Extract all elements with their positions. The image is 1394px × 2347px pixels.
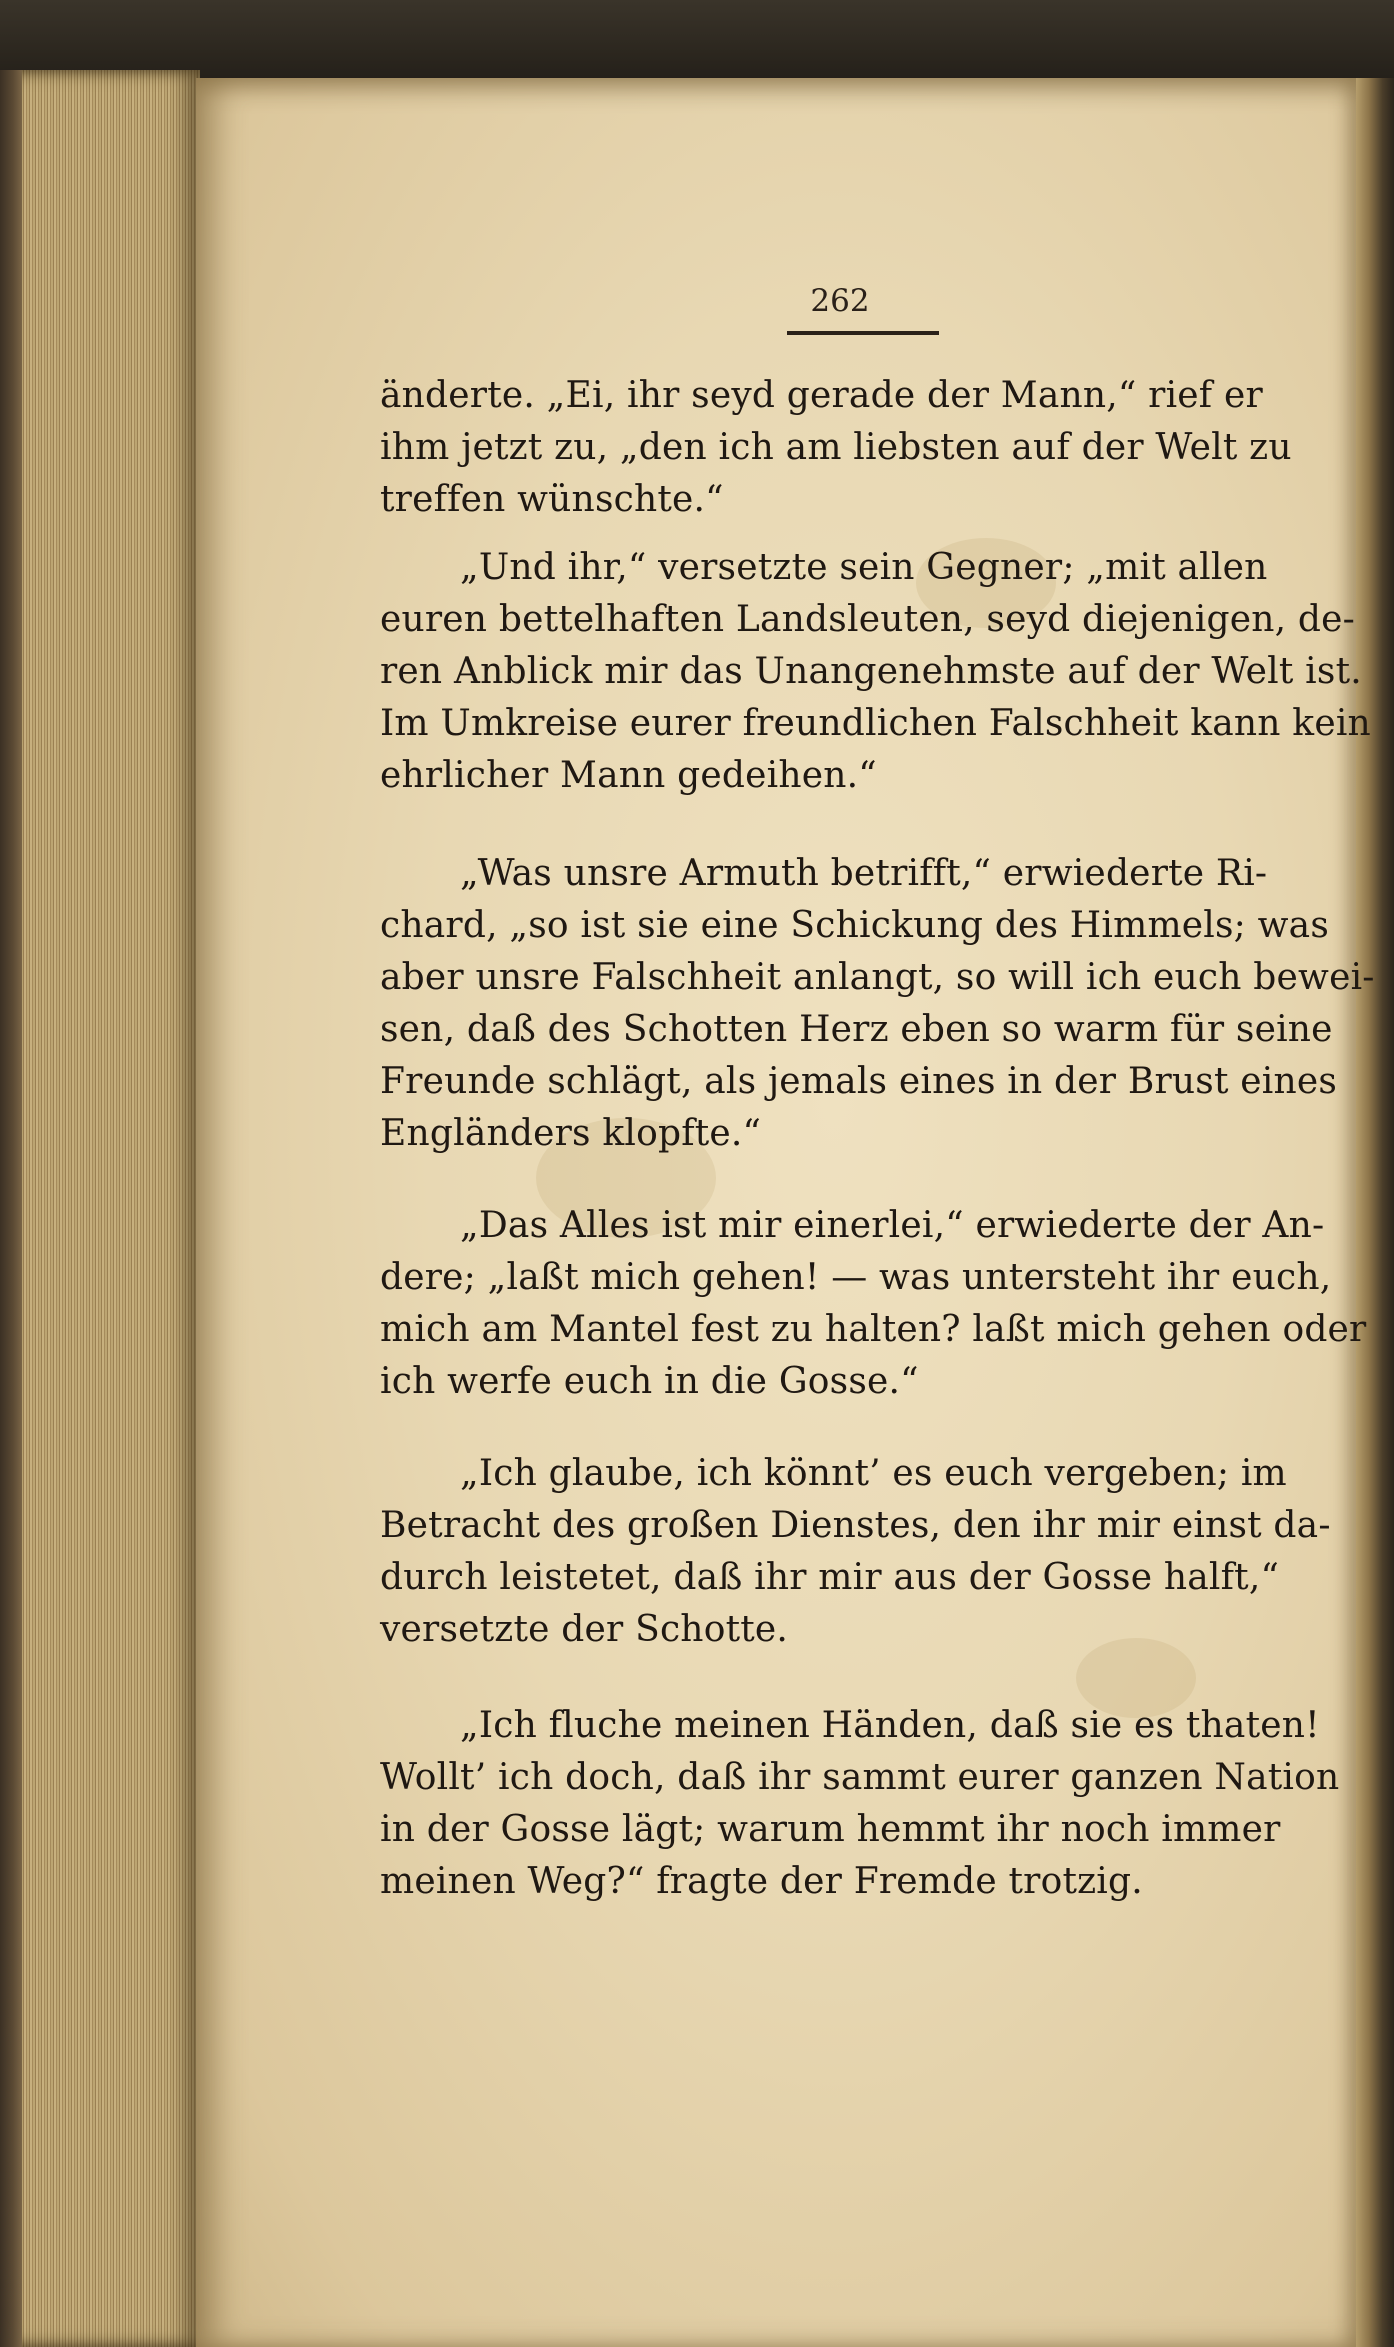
- text-line: ehrlicher Mann gedeihen.“: [380, 755, 877, 796]
- text-line: änderte. „Ei, ihr seyd gerade der Mann,“ rief er: [380, 375, 1263, 416]
- text-line: „Was unsre Armuth betrifft,“ erwiederte Ri-: [460, 853, 1268, 894]
- text-line: versetzte der Schotte.: [380, 1609, 789, 1650]
- page-number: 262: [810, 283, 870, 319]
- text-line: ihm jetzt zu, „den ich am liebsten auf der Welt zu: [380, 427, 1292, 468]
- text-line: meinen Weg?“ fragte der Fremde trotzig.: [380, 1861, 1143, 1902]
- text-line: ren Anblick mir das Unangenehmste auf der Welt ist.: [380, 651, 1362, 692]
- text-line: euren bettelhaften Landsleuten, seyd diejenigen, de-: [380, 599, 1355, 640]
- text-line: „Ich fluche meinen Händen, daß sie es thaten!: [460, 1705, 1320, 1746]
- text-line: Wollt’ ich doch, daß ihr sammt eurer ganzen Nation: [380, 1757, 1340, 1798]
- page-edges-left: [0, 70, 200, 2347]
- text-line: in der Gosse lägt; warum hemmt ihr noch immer: [380, 1809, 1281, 1850]
- text-line: Freunde schlägt, als jemals eines in der Brust eines: [380, 1061, 1338, 1102]
- book-cover-edge: [0, 70, 22, 2347]
- text-line: „Und ihr,“ versetzte sein Gegner; „mit allen: [460, 547, 1268, 588]
- text-line: treffen wünschte.“: [380, 479, 724, 520]
- text-line: „Ich glaube, ich könnt’ es euch vergeben; im: [460, 1453, 1287, 1494]
- text-line: Engländers klopfte.“: [380, 1113, 762, 1154]
- text-line: ich werfe euch in die Gosse.“: [380, 1361, 919, 1402]
- book-top-shadow: [0, 0, 1394, 80]
- text-line: „Das Alles ist mir einerlei,“ erwiederte der An-: [460, 1205, 1325, 1246]
- text-line: Im Umkreise eurer freundlichen Falschheit kann kein: [380, 703, 1371, 744]
- text-line: Betracht des großen Dienstes, den ihr mir einst da-: [380, 1505, 1331, 1546]
- text-line: dere; „laßt mich gehen! — was untersteht ihr euch,: [380, 1257, 1332, 1298]
- text-line: durch leistetet, daß ihr mir aus der Gosse halft,“: [380, 1557, 1280, 1598]
- text-line: chard, „so ist sie eine Schickung des Himmels; was: [380, 905, 1330, 946]
- text-line: sen, daß des Schotten Herz eben so warm für seine: [380, 1009, 1333, 1050]
- text-line: aber unsre Falschheit anlangt, so will ich euch bewei-: [380, 957, 1375, 998]
- page-number-rule: [787, 331, 939, 335]
- page-edge-right: [1356, 78, 1394, 2347]
- text-line: mich am Mantel fest zu halten? laßt mich gehen oder: [380, 1309, 1367, 1350]
